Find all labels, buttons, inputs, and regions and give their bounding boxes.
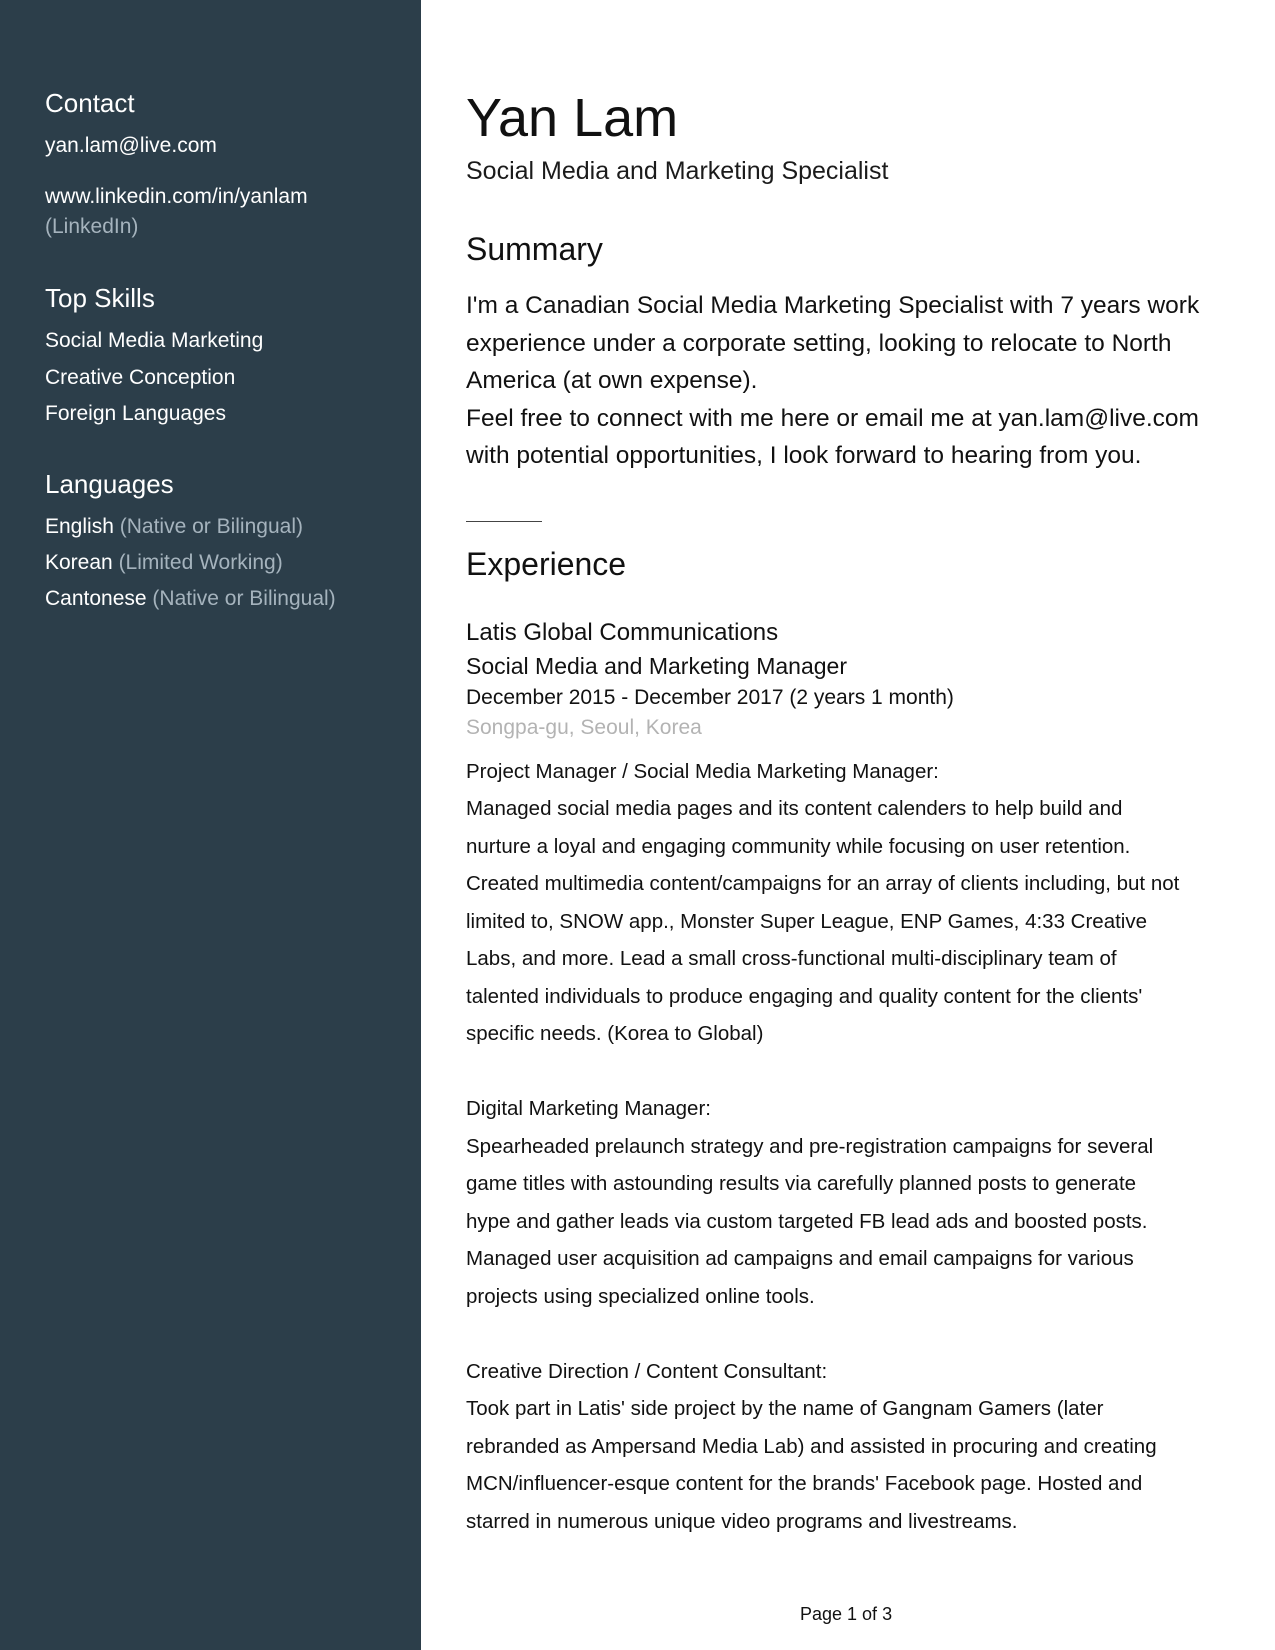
job-description-line: specific needs. (Korea to Global) xyxy=(466,1022,764,1045)
sidebar xyxy=(0,0,421,1650)
summary-line: experience under a corporate setting, looking to relocate to North xyxy=(466,330,1172,357)
job-description-line: Took part in Latis' side project by the name of Gangnam Gamers (later xyxy=(466,1397,1104,1420)
profile-headline: Social Media and Marketing Specialist xyxy=(466,157,889,185)
job-description-line: projects using specialized online tools. xyxy=(466,1285,815,1308)
language-item xyxy=(45,587,336,611)
job-description-line: MCN/influencer-esque content for the brands' Facebook page. Hosted and xyxy=(466,1472,1143,1495)
job-title: Social Media and Marketing Manager xyxy=(466,653,847,679)
language-name: Cantonese xyxy=(45,587,147,610)
skill-item: Creative Conception xyxy=(45,366,236,389)
summary-heading: Summary xyxy=(466,231,603,267)
skill-item: Foreign Languages xyxy=(45,402,226,425)
job-description-line: Spearheaded prelaunch strategy and pre-registration campaigns for several xyxy=(466,1135,1154,1158)
language-item xyxy=(45,551,283,575)
job-description-line: rebranded as Ampersand Media Lab) and assisted in procuring and creating xyxy=(466,1435,1157,1458)
contact-email[interactable]: yan.lam@live.com xyxy=(45,134,217,157)
job-company: Latis Global Communications xyxy=(466,619,779,646)
job-location: Songpa-gu, Seoul, Korea xyxy=(466,716,702,739)
job-description-line: game titles with astounding results via carefully planned posts to generate xyxy=(466,1172,1137,1195)
languages-heading: Languages xyxy=(45,469,174,499)
job-description-line: Labs, and more. Lead a small cross-functional multi-disciplinary team of xyxy=(466,947,1117,970)
summary-line: Feel free to connect with me here or email me at yan.lam@live.com xyxy=(466,405,1199,432)
language-level: (Limited Working) xyxy=(118,551,283,574)
language-item xyxy=(45,515,303,539)
job-description-line: Project Manager / Social Media Marketing Manager: xyxy=(466,760,939,783)
job-description-line: limited to, SNOW app., Monster Super League, ENP Games, 4:33 Creative xyxy=(466,910,1147,933)
contact-linkedin-url[interactable]: www.linkedin.com/in/yanlam xyxy=(45,185,308,208)
job-description-line: nurture a loyal and engaging community while focusing on user retention. xyxy=(466,835,1131,858)
skill-item: Social Media Marketing xyxy=(45,329,264,352)
job-description-line: Digital Marketing Manager: xyxy=(466,1097,711,1120)
summary-line: with potential opportunities, I look forward to hearing from you. xyxy=(466,442,1142,469)
contact-linkedin-label: (LinkedIn) xyxy=(45,215,139,238)
job-description-line: Managed user acquisition ad campaigns and email campaigns for various xyxy=(466,1247,1134,1270)
job-description-line: starred in numerous unique video programs and livestreams. xyxy=(466,1510,1018,1533)
section-divider xyxy=(466,521,542,522)
job-dates: December 2015 - December 2017 (2 years 1 month) xyxy=(466,686,954,709)
summary-line: America (at own expense). xyxy=(466,367,758,394)
job-description-line: Created multimedia content/campaigns for an array of clients including, but not xyxy=(466,872,1180,895)
language-level: (Native or Bilingual) xyxy=(152,587,336,610)
language-level: (Native or Bilingual) xyxy=(119,515,303,538)
summary-line: I'm a Canadian Social Media Marketing Specialist with 7 years work xyxy=(466,292,1200,319)
main-content xyxy=(466,0,1236,1650)
job-description-line: Creative Direction / Content Consultant: xyxy=(466,1360,828,1383)
language-name: English xyxy=(45,515,114,538)
skills-heading: Top Skills xyxy=(45,283,155,313)
contact-heading: Contact xyxy=(45,88,135,118)
job-description-line: Managed social media pages and its content calenders to help build and xyxy=(466,797,1123,820)
job-description-line: talented individuals to produce engaging and quality content for the clients' xyxy=(466,985,1143,1008)
profile-name: Yan Lam xyxy=(466,88,679,148)
experience-heading: Experience xyxy=(466,546,627,582)
page-number: Page 1 of 3 xyxy=(800,1604,893,1624)
job-description-line: hype and gather leads via custom targeted FB lead ads and boosted posts. xyxy=(466,1210,1148,1233)
language-name: Korean xyxy=(45,551,113,574)
